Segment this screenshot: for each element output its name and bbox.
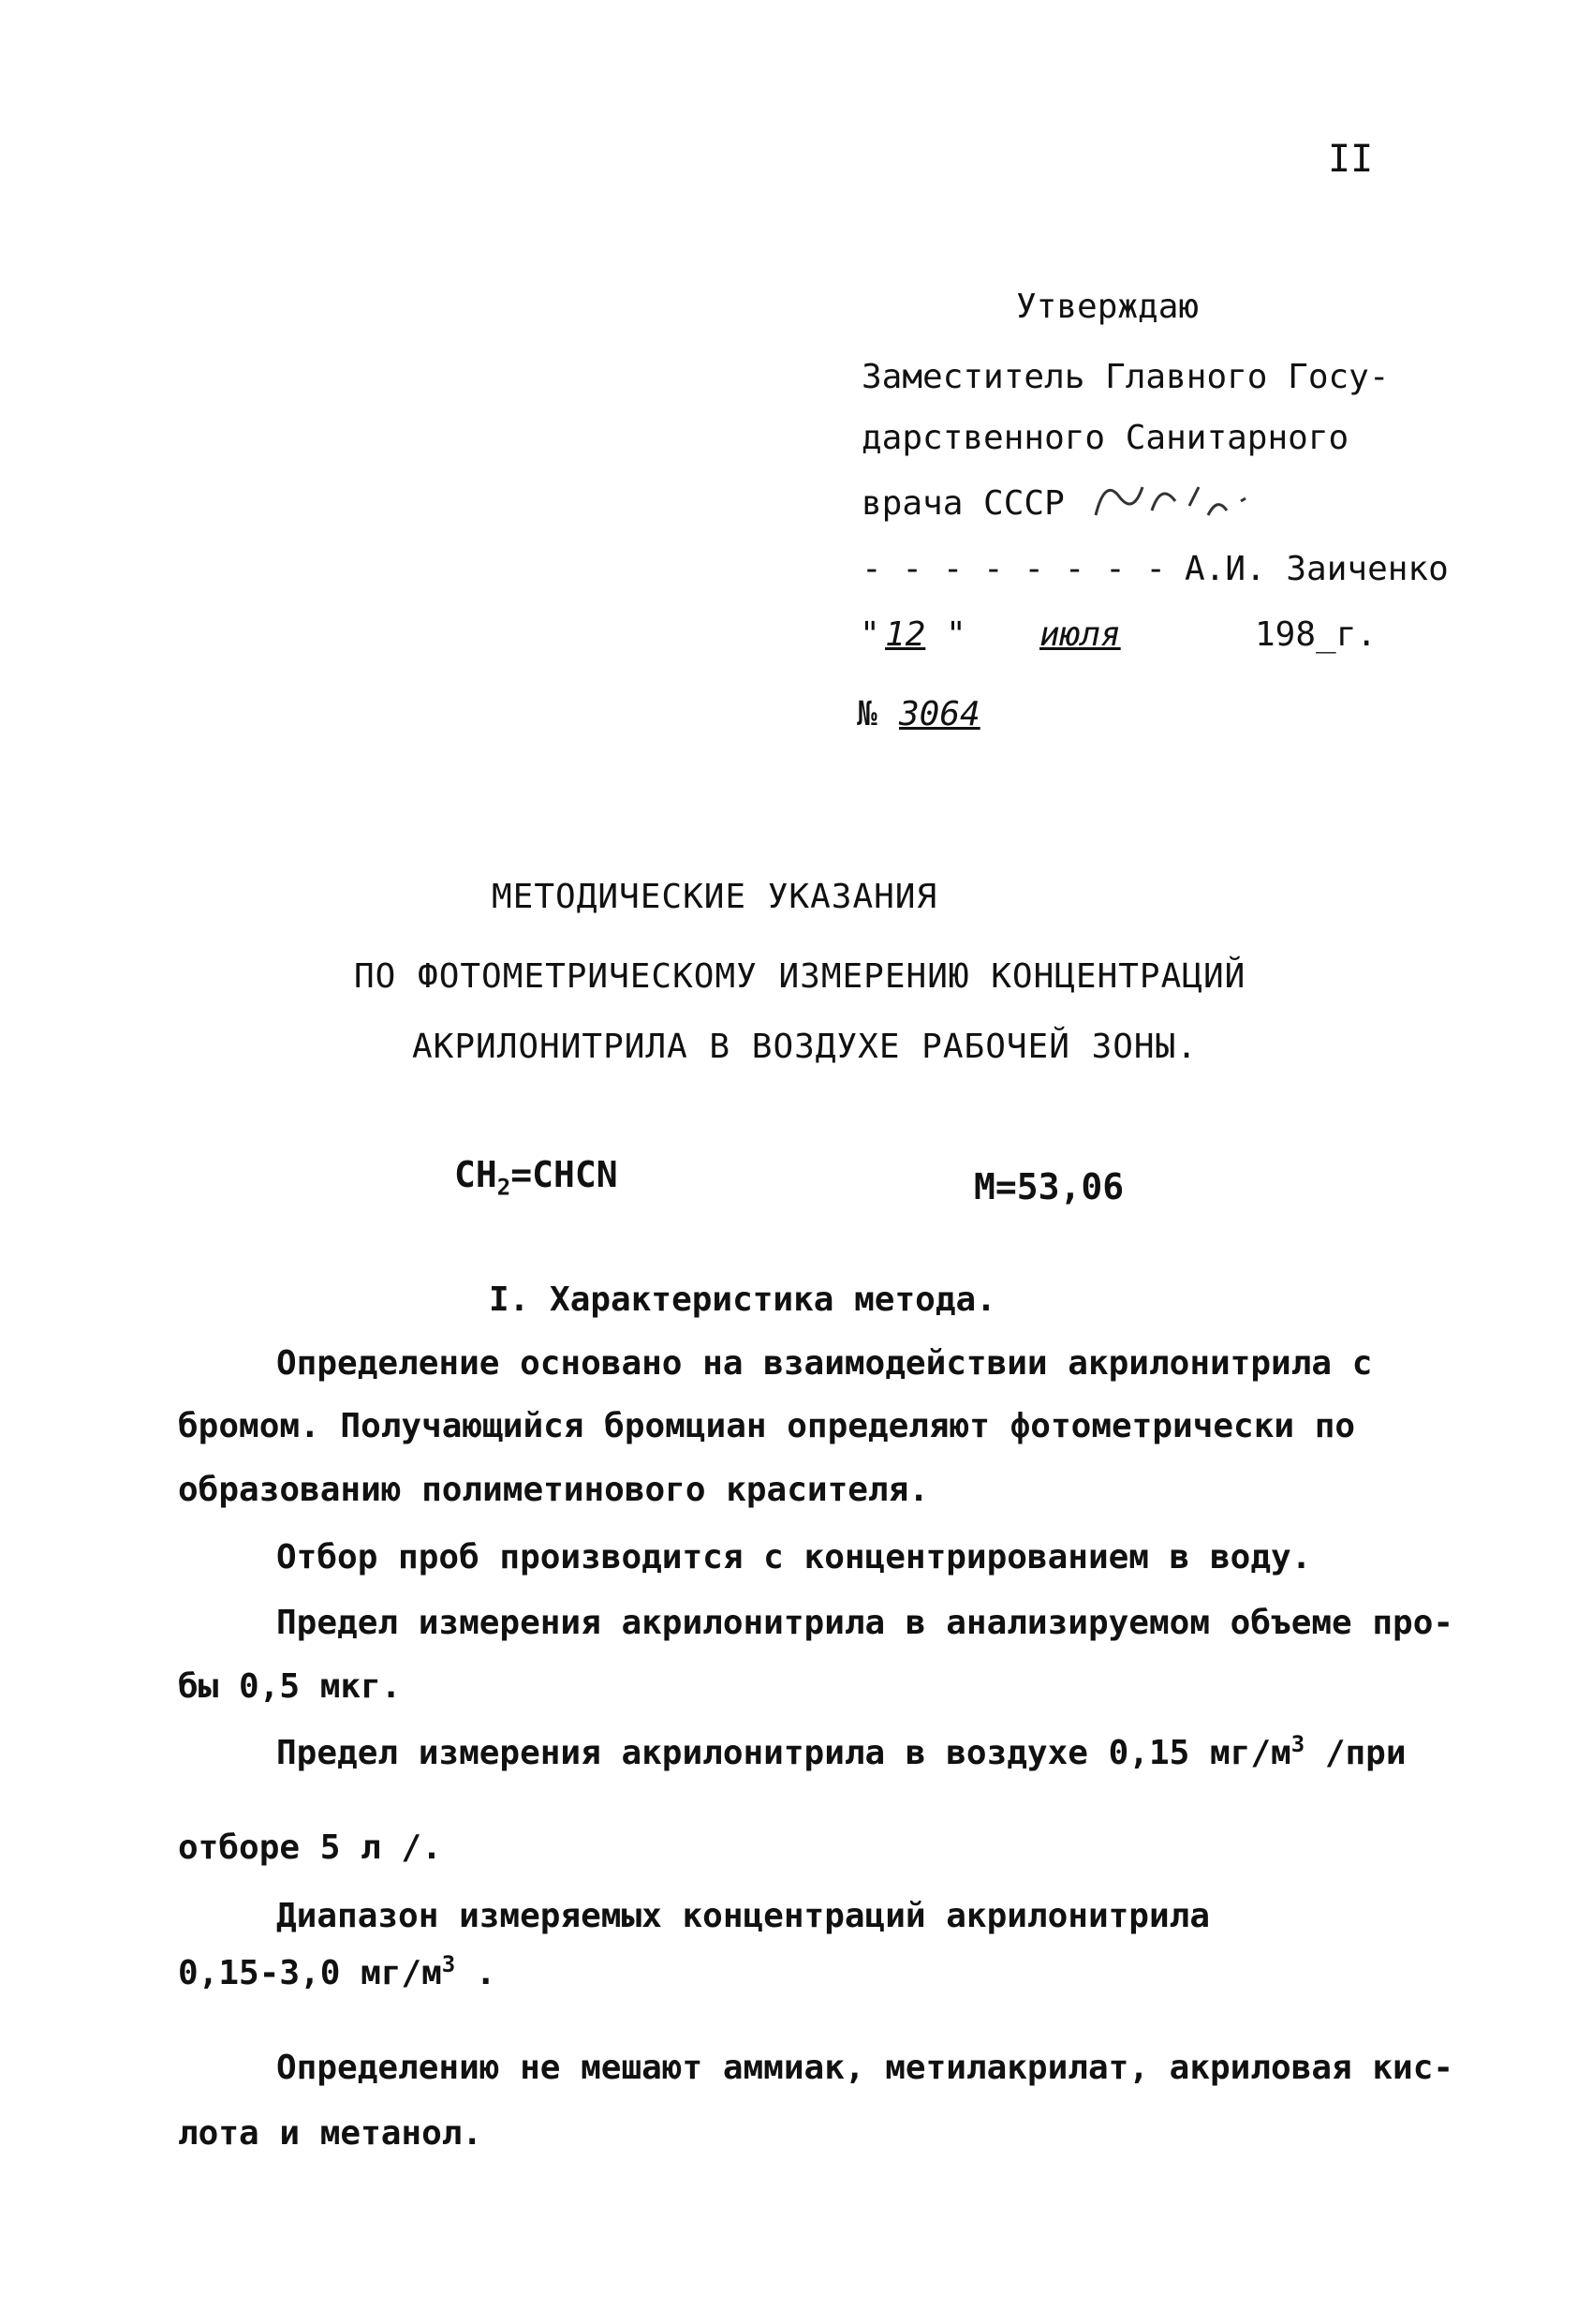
title-line-2: ПО ФОТОМЕТРИЧЕСКОМУ ИЗМЕРЕНИЮ КОНЦЕНТРАЦИЙ	[354, 957, 1246, 996]
title-line-3: АКРИЛОНИТРИЛА В ВОЗДУХЕ РАБОЧЕЙ ЗОНЫ.	[412, 1028, 1198, 1066]
approval-heading: Утверждаю	[1016, 288, 1200, 326]
signatory-name: А.И. Заиченко	[1185, 550, 1449, 588]
paragraph-1-line-2: бромом. Получающийся бромциан определяют фотометрически по	[178, 1407, 1356, 1445]
paragraph-5-text: 0,15-3,0 мг/м	[178, 1954, 442, 1992]
paragraph-5-superscript: 3	[441, 1951, 456, 1977]
molar-mass: M=53,06	[974, 1166, 1125, 1207]
approval-line-1: Заместитель Главного Госу-	[862, 358, 1390, 396]
date-close-quote: "	[946, 615, 966, 654]
date-year: 198_г.	[1255, 615, 1378, 654]
paragraph-6-line-2: лота и метанол.	[178, 2114, 483, 2153]
date-month: июля	[1039, 615, 1121, 654]
formula-subscript: 2	[496, 1174, 511, 1201]
approval-line-2: дарственного Санитарного	[862, 419, 1349, 457]
signatory-dashes: - - - - - - - -	[862, 550, 1167, 588]
number-value: 3064	[899, 695, 980, 733]
paragraph-3-line-1: Предел измерения акрилонитрила в анализируемом объеме про-	[276, 1604, 1454, 1642]
paragraph-2: Отбор проб производится с концентрированием в воду.	[276, 1538, 1312, 1576]
paragraph-6-line-1: Определению не мешают аммиак, метилакрилат, акриловая кис-	[276, 2049, 1454, 2087]
number-prefix: №	[857, 695, 877, 733]
paragraph-5-line-1: Диапазон измеряемых концентраций акрилонитрила	[276, 1897, 1210, 1935]
paragraph-4-line-1	[276, 1733, 1407, 1770]
page-number: II	[1328, 138, 1374, 181]
signature-scribble	[1086, 459, 1274, 534]
paragraph-4-line-2: отборе 5 л /.	[178, 1828, 442, 1867]
paragraph-5-line-2	[178, 1953, 496, 1991]
title-line-1: МЕТОДИЧЕСКИЕ УКАЗАНИЯ	[492, 878, 938, 916]
paragraph-4-superscript: 3	[1290, 1731, 1305, 1757]
paragraph-5-after: .	[455, 1954, 496, 1992]
paragraph-1-line-1: Определение основано на взаимодействии акрилонитрила с	[276, 1344, 1373, 1383]
section-heading: I. Характеристика метода.	[489, 1280, 996, 1319]
approval-line-3: врача СССР	[862, 484, 1065, 523]
chemical-formula	[454, 1154, 618, 1201]
paragraph-4-after: /при	[1305, 1734, 1407, 1772]
paragraph-3-line-2: бы 0,5 мкг.	[178, 1667, 402, 1706]
paragraph-1-line-3: образованию полиметинового красителя.	[178, 1471, 929, 1509]
formula-part-2: =CHCN	[510, 1154, 618, 1195]
formula-part-1: CH	[454, 1154, 497, 1195]
date-day: 12	[885, 615, 926, 654]
paragraph-4-text: Предел измерения акрилонитрила в воздухе 0,15 мг/м	[276, 1734, 1291, 1772]
date-open-quote: "	[860, 615, 880, 654]
